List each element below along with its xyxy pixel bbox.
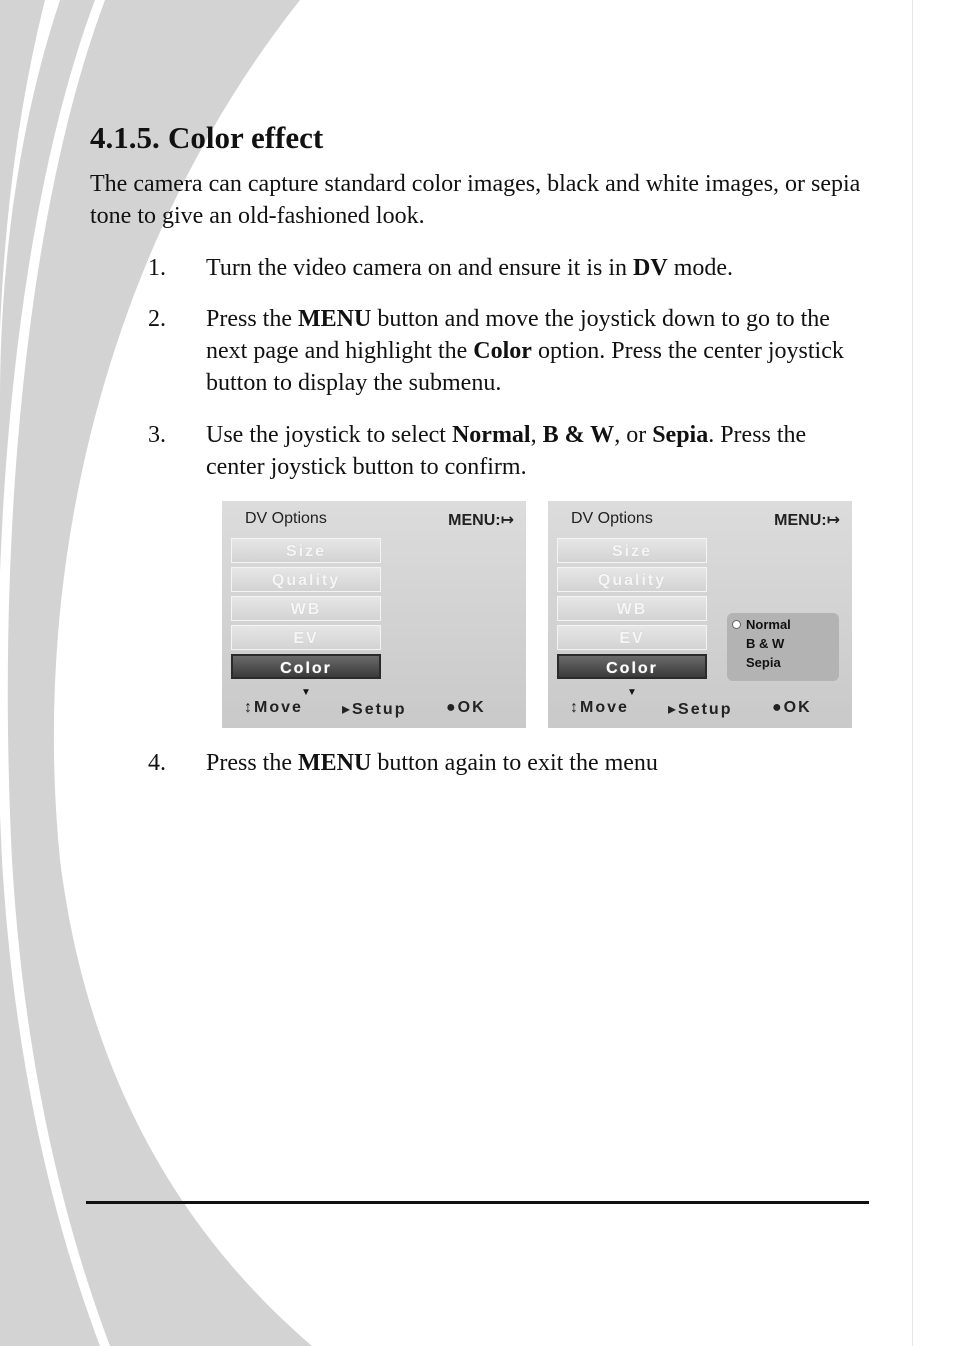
step-text: Use the joystick to select Normal, B & W, or Sepia. Press the center joystick button to confirm. — [206, 422, 807, 480]
color-submenu — [727, 613, 839, 681]
down-arrow-icon: ▼ — [627, 687, 637, 698]
submenu-option-normal: Normal — [746, 617, 791, 632]
camera-menu-screenshot-right: DV Options MENU:↦ Size Quality WB EV Color Normal B & W Sepia ▼ ↕Move ▸Setup ●OK — [548, 501, 852, 728]
menu-item-color-selected: Color — [231, 654, 381, 679]
menu-title: DV Options — [571, 510, 653, 527]
menu-item-color-selected: Color — [557, 654, 707, 679]
menu-item-size: Size — [231, 538, 381, 563]
submenu-option-bw: B & W — [746, 636, 785, 651]
exit-icon: ↦ — [826, 512, 840, 529]
menu-list — [231, 538, 381, 683]
menu-title: DV Options — [245, 510, 327, 527]
radio-selected-icon — [732, 620, 741, 629]
menu-item-wb: WB — [231, 596, 381, 621]
footer-rule — [86, 1201, 869, 1204]
camera-menu-screenshot-left: DV Options MENU:↦ Size Quality WB EV Color ▼ ↕Move ▸Setup ●OK — [222, 501, 526, 728]
menu-exit-label: MENU:↦ — [774, 512, 840, 529]
menu-item-size: Size — [557, 538, 707, 563]
exit-icon: ↦ — [500, 512, 514, 529]
step-text: Press the MENU button and move the joystick down to go to the next page and highlight the Color option. Press the center joystick button to display the submenu. — [206, 306, 844, 396]
page-edge-line — [912, 0, 913, 1346]
step-text: Press the MENU button again to exit the menu — [206, 750, 658, 776]
step-text: Turn the video camera on and ensure it is in DV mode. — [206, 255, 734, 281]
menu-item-quality: Quality — [557, 567, 707, 592]
menu-item-ev: EV — [557, 625, 707, 650]
step-number: 3. — [148, 422, 166, 448]
ok-circle-icon: ● — [772, 699, 784, 716]
down-arrow-icon: ▼ — [301, 687, 311, 698]
section-number: 4.1.5. — [90, 120, 160, 155]
menu-item-quality: Quality — [231, 567, 381, 592]
step-number: 1. — [148, 255, 166, 281]
section-heading — [90, 120, 323, 156]
menu-item-ev: EV — [231, 625, 381, 650]
section-title: Color effect — [168, 120, 324, 155]
ok-circle-icon: ● — [446, 699, 458, 716]
updown-arrow-icon: ↕ — [570, 699, 580, 716]
intro-paragraph: The camera can capture standard color images, black and white images, or sepia tone to give an old-fashioned look. — [90, 171, 861, 229]
step-number: 2. — [148, 306, 166, 332]
right-arrow-icon: ▸ — [342, 701, 353, 718]
menu-exit-label: MENU:↦ — [448, 512, 514, 529]
step-number: 4. — [148, 750, 166, 776]
menu-list — [557, 538, 707, 683]
right-arrow-icon: ▸ — [668, 701, 679, 718]
menu-item-wb: WB — [557, 596, 707, 621]
updown-arrow-icon: ↕ — [244, 699, 254, 716]
submenu-option-sepia: Sepia — [746, 655, 781, 670]
